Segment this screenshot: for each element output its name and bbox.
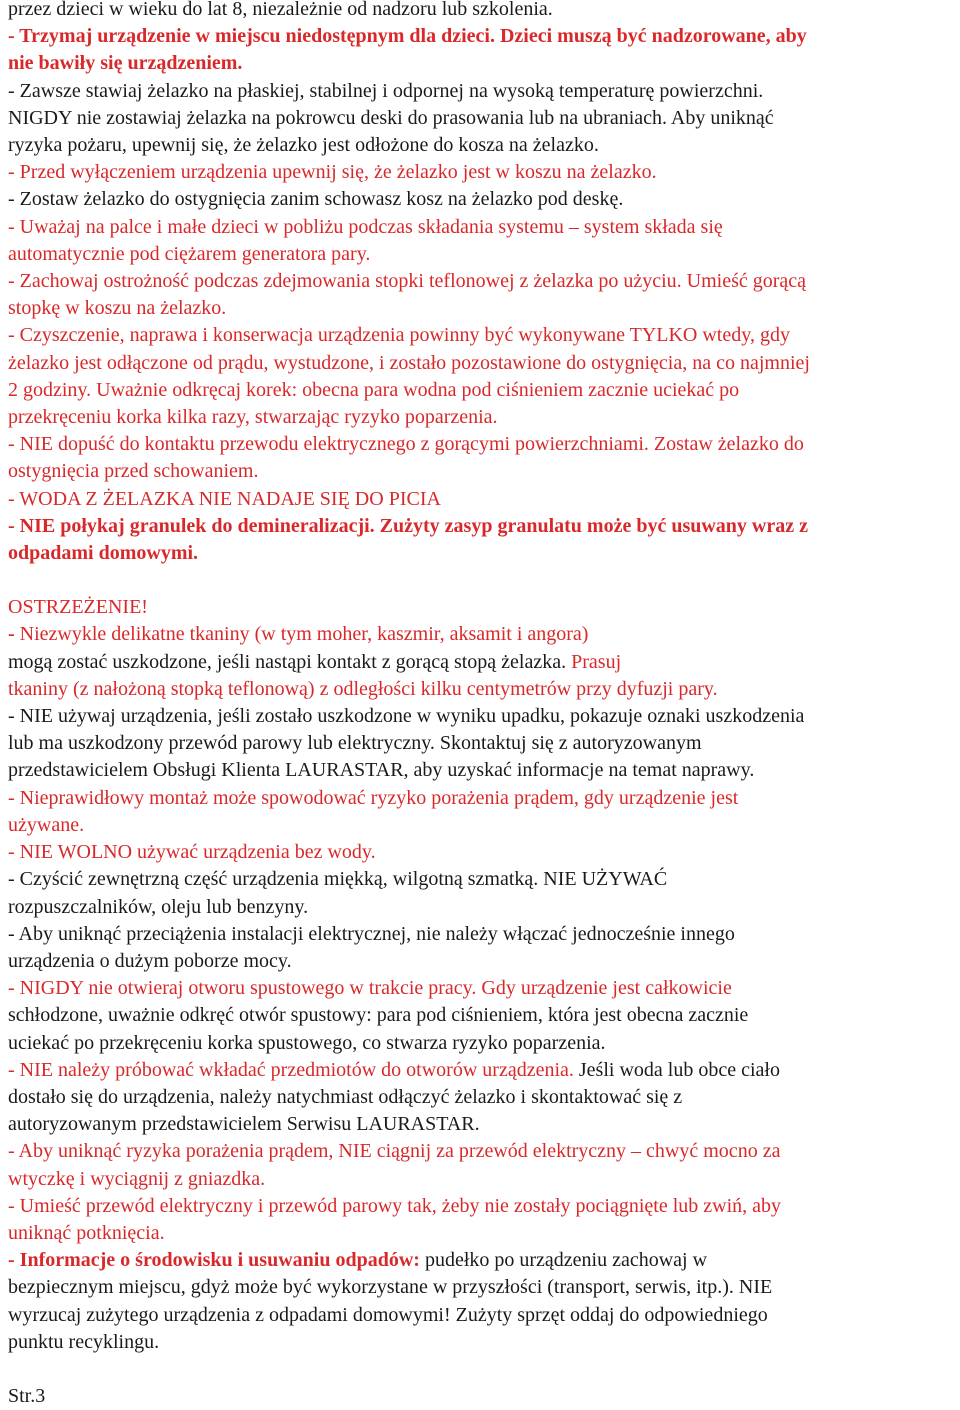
text-line: - Zachowaj ostrożność podczas zdejmowania stopki teflonowej z żelazka po użyciu. Umieść gorącą [8,270,807,293]
text-line: przekręceniu korka kilka razy, stwarzając ryzyko poparzenia. [8,406,498,429]
text-line: 2 godziny. Uważnie odkręcaj korek: obecna para wodna pod ciśnieniem zacznie uciekać po [8,378,740,401]
text-line: wyrzucaj zużytego urządzenia z odpadami domowymi! Zużyty sprzęt oddaj do odpowiedniego [8,1303,768,1326]
text-line: - Informacje o środowisku i usuwaniu odpadów: pudełko po urządzeniu zachowaj w [8,1249,708,1272]
warning-heading: OSTRZEŻENIE! [8,596,148,619]
text-line: mogą zostać uszkodzone, jeśli nastąpi kontakt z gorącą stopą żelazka. Prasuj [8,650,622,673]
text-line: - NIE dopuść do kontaktu przewodu elektrycznego z gorącymi powierzchniami. Zostaw żelazko do [8,433,804,456]
text-line: autoryzowanym przedstawicielem Serwisu LAURASTAR. [8,1113,480,1136]
text-line: uciekać po przekręceniu korka spustowego, co stwarza ryzyko poparzenia. [8,1031,606,1054]
text-line: odpadami domowymi. [8,542,199,565]
text-line: - Nieprawidłowy montaż może spowodować ryzyko porażenia prądem, gdy urządzenie jest [8,786,739,809]
text-line: tkaniny (z nałożoną stopką teflonową) z odległości kilku centymetrów przy dyfuzji pary. [8,677,718,700]
text-line: - NIE WOLNO używać urządzenia bez wody. [8,841,376,864]
text-line: - NIGDY nie otwieraj otworu spustowego w trakcie pracy. Gdy urządzenie jest całkowicie [8,977,732,1000]
text-line: - Niezwykle delikatne tkaniny (w tym moher, kaszmir, aksamit i angora) [8,623,589,646]
paragraph-gap [8,567,956,594]
text-line: - NIE połykaj granulek do demineralizacji. Zużyty zasyp granulatu może być usuwany wraz z [8,514,808,537]
document-body [8,0,956,1356]
text-line: wtyczkę i wyciągnij z gniazdka. [8,1167,266,1190]
text-line: schłodzone, uważnie odkręć otwór spustowy: para pod ciśnieniem, która jest obecna zacznie [8,1004,749,1027]
text-line: rozpuszczalników, oleju lub benzyny. [8,895,309,918]
text-line: stopkę w koszu na żelazko. [8,297,227,320]
text-line: ryzyka pożaru, upewnij się, że żelazko jest odłożone do kosza na żelazko. [8,134,599,157]
text-line: żelazko jest odłączone od prądu, wystudzone, i zostało pozostawione do ostygnięcia, na co najmniej [8,351,810,374]
text-line: przez dzieci w wieku do lat 8, niezależnie od nadzoru lub szkolenia. [8,0,553,20]
text-line: lub ma uszkodzony przewód parowy lub elektryczny. Skontaktuj się z autoryzowanym [8,732,702,755]
text-line: - Uważaj na palce i małe dzieci w pobliżu podczas składania systemu – system składa się [8,215,723,238]
text-line: - Czyszczenie, naprawa i konserwacja urządzenia powinny być wykonywane TYLKO wtedy, gdy [8,324,790,347]
text-line: - NIE używaj urządzenia, jeśli zostało uszkodzone w wyniku upadku, pokazuje oznaki uszkodzenia [8,705,805,728]
text-line: - Zawsze stawiaj żelazko na płaskiej, stabilnej i odpornej na wysoką temperaturę powierzchni. [8,79,764,102]
text-line: - Przed wyłączeniem urządzenia upewnij się, że żelazko jest w koszu na żelazko. [8,161,657,184]
text-line: - Zostaw żelazko do ostygnięcia zanim schowasz kosz na żelazko pod deskę. [8,188,624,211]
text-line: używane. [8,813,85,836]
text-line: - Czyścić zewnętrzną część urządzenia miękką, wilgotną szmatką. NIE UŻYWAĆ [8,868,668,891]
text-line: - NIE należy próbować wkładać przedmiotów do otworów urządzenia. Jeśli woda lub obce ciało [8,1058,780,1081]
text-line: dostało się do urządzenia, należy natychmiast odłączyć żelazko i skontaktować się z [8,1085,683,1108]
text-line: uniknąć potknięcia. [8,1221,165,1244]
text-line: ostygnięcia przed schowaniem. [8,460,259,483]
text-line: - Aby uniknąć przeciążenia instalacji elektrycznej, nie należy włączać jednocześnie innego [8,922,735,945]
text-line: - Aby uniknąć ryzyka porażenia prądem, NIE ciągnij za przewód elektryczny – chwyć mocno za [8,1140,781,1163]
text-line: automatycznie pod ciężarem generatora pary. [8,242,371,265]
text-line: przedstawicielem Obsługi Klienta LAURASTAR, aby uzyskać informacje na temat naprawy. [8,759,755,782]
text-line: punktu recyklingu. [8,1330,160,1353]
text-line: NIGDY nie zostawiaj żelazka na pokrowcu deski do prasowania lub na ubraniach. Aby uniknąć [8,106,774,129]
page-number: Str.3 [8,1385,46,1407]
text-line: nie bawiły się urządzeniem. [8,52,243,75]
text-line: - Trzymaj urządzenie w miejscu niedostępnym dla dzieci. Dzieci muszą być nadzorowane, aby [8,25,807,48]
text-line: urządzenia o dużym poborze mocy. [8,949,292,972]
text-line: bezpiecznym miejscu, gdyż może być wykorzystane w przyszłości (transport, serwis, itp.). NIE [8,1276,773,1299]
text-line: - WODA Z ŻELAZKA NIE NADAJE SIĘ DO PICIA [8,487,441,510]
text-line: - Umieść przewód elektryczny i przewód parowy tak, żeby nie zostały pociągnięte lub zwiń, aby [8,1194,782,1217]
